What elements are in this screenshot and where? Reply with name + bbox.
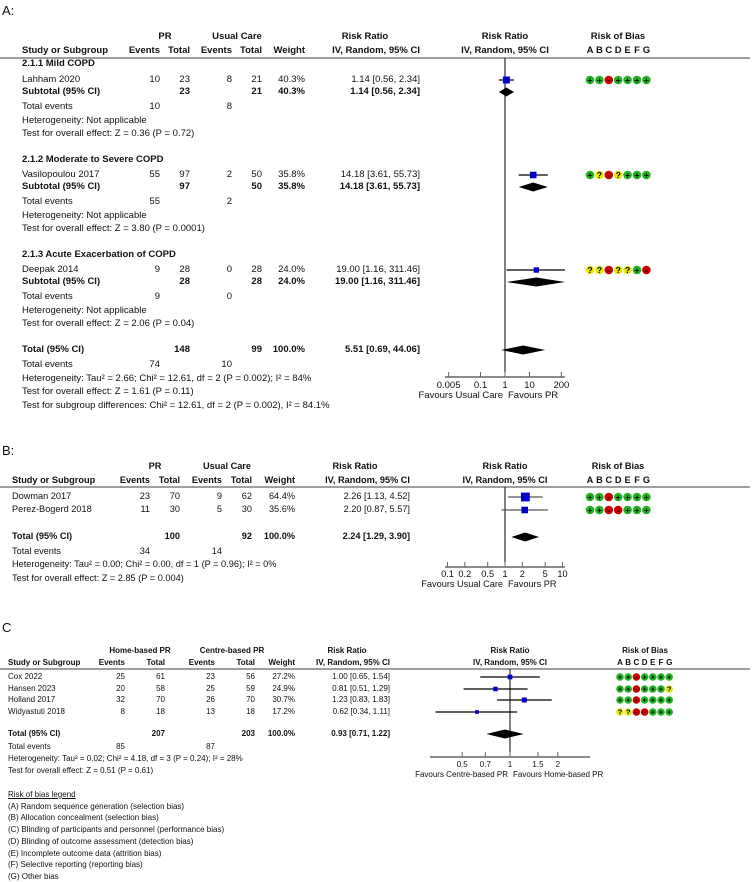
subtotal-risk-ratio: 19.00 [1.16, 311.46]	[334, 276, 420, 288]
heterogeneity: Heterogeneity: Tau² = 0.02; Chi² = 4.18, df = 3 (P = 0.24); I² = 28%	[8, 754, 243, 763]
subtotal-n1: 97	[179, 181, 190, 193]
rob-symbol: +	[625, 170, 631, 181]
study-risk-ratio: 1.14 [0.56, 2.34]	[351, 74, 420, 86]
group1-header: PR	[158, 31, 172, 43]
total-n1: 100	[164, 531, 180, 542]
rob-domain-E: E	[624, 475, 631, 486]
rob-legend-item: (E) Incomplete outcome data (attrition bias)	[8, 848, 162, 858]
study-name: Deepak 2014	[22, 264, 79, 276]
risk-of-bias-header: Risk of Bias	[622, 646, 668, 655]
subtotal-diamond	[519, 183, 548, 192]
study-e2: 23	[206, 672, 215, 681]
study-n2: 21	[251, 74, 262, 86]
favours-right-label: Favours PR	[508, 390, 559, 402]
study-name: Widyastuti 2018	[8, 707, 65, 716]
rob-symbol: -	[607, 75, 611, 86]
group1-total-header: Total	[146, 658, 165, 667]
point-estimate-square	[534, 267, 539, 272]
rob-symbol: +	[634, 492, 640, 503]
overall-effect: Test for overall effect: Z = 2.85 (P = 0.004)	[12, 573, 184, 584]
rob-symbol: +	[596, 75, 602, 86]
subgroup-total-events-label: Total events	[22, 196, 73, 208]
study-n1: 23	[179, 74, 190, 86]
study-name: Perez-Bogerd 2018	[12, 504, 92, 515]
risk-of-bias-header: Risk of Bias	[591, 461, 645, 472]
subtotal-risk-ratio: 14.18 [3.61, 55.73]	[339, 181, 420, 193]
rob-symbol: +	[658, 707, 664, 717]
rob-symbol: +	[615, 75, 621, 86]
point-estimate-square	[475, 710, 479, 714]
rob-domain-A: A	[586, 45, 594, 57]
study-n2: 70	[246, 695, 255, 704]
subtotal-n1: 23	[179, 86, 190, 98]
group2-events-header: Events	[188, 658, 215, 667]
rob-symbol: +	[658, 672, 664, 682]
study-e2: 26	[206, 695, 215, 704]
subgroup-total-events-e1: 55	[149, 196, 160, 208]
subtotal-n2: 28	[251, 276, 262, 288]
study-name: Cox 2022	[8, 672, 43, 681]
group2-header: Centre-based PR	[199, 646, 265, 655]
rob-symbol: +	[643, 492, 649, 503]
overall-effect: Test for overall effect: Z = 0.51 (P = 0.61)	[8, 766, 154, 775]
total-events-e2: 10	[221, 359, 232, 371]
study-weight: 35.8%	[278, 169, 305, 181]
subgroup-overall-effect: Test for overall effect: Z = 2.06 (P = 0.04)	[22, 318, 195, 330]
x-axis-tick-label: 2	[519, 569, 525, 580]
rob-domain-E: E	[650, 658, 656, 667]
group1-header: Home-based PR	[109, 646, 171, 655]
rob-domain-G: G	[666, 658, 673, 667]
x-axis-tick-label: 0.7	[479, 760, 491, 769]
risk-ratio-header: Risk Ratio	[341, 31, 389, 43]
overall-effect: Test for overall effect: Z = 1.61 (P = 0.11)	[22, 386, 194, 398]
panel-label: B:	[2, 442, 15, 458]
rob-symbol: +	[596, 492, 602, 503]
subtotal-label: Subtotal (95% CI)	[22, 181, 101, 193]
study-name: Lahham 2020	[22, 74, 81, 86]
subtotal-diamond	[507, 278, 565, 287]
rob-symbol: +	[625, 492, 631, 503]
rob-symbol: +	[596, 505, 602, 516]
rob-domain-C: C	[633, 658, 640, 667]
rob-symbol: +	[642, 695, 647, 705]
panel-label: A:	[2, 2, 15, 18]
weight-header: Weight	[264, 475, 295, 486]
study-n2: 62	[241, 491, 252, 502]
study-column-header: Study or Subgroup	[22, 45, 109, 57]
total-n1: 207	[151, 729, 165, 738]
subgroup-heterogeneity: Heterogeneity: Not applicable	[22, 305, 147, 317]
total-n2: 92	[241, 531, 252, 542]
favours-left-label: Favours Usual Care	[421, 579, 503, 590]
rob-domain-C: C	[605, 45, 613, 57]
rob-domain-D: D	[614, 45, 622, 57]
subgroup-total-events-e1: 10	[149, 101, 160, 113]
group1-events-header: Events	[119, 475, 150, 486]
study-e1: 32	[116, 695, 125, 704]
subtotal-weight: 24.0%	[278, 276, 305, 288]
rob-domain-C: C	[605, 475, 613, 486]
x-axis-tick-label: 1	[507, 760, 513, 769]
rob-symbol: -	[635, 695, 638, 705]
heterogeneity: Heterogeneity: Tau² = 0.00; Chi² = 0.00, df = 1 (P = 0.96); I² = 0%	[12, 559, 277, 570]
rob-symbol: +	[625, 672, 631, 682]
plot-title: Risk Ratio	[482, 461, 528, 472]
rob-domain-F: F	[634, 45, 640, 57]
point-estimate-square	[530, 172, 537, 179]
study-risk-ratio: 14.18 [3.61, 55.73]	[340, 169, 420, 181]
rr-method-header: IV, Random, 95% CI	[316, 658, 390, 667]
total-risk-ratio: 2.24 [1.29, 3.90]	[342, 531, 410, 542]
rob-symbol: +	[634, 505, 640, 516]
study-n2: 50	[251, 169, 262, 181]
total-events-e1: 34	[139, 546, 150, 557]
rob-symbol: ?	[587, 265, 593, 276]
total-n1: 148	[174, 344, 190, 356]
risk-ratio-header: Risk Ratio	[332, 461, 378, 472]
panel-label: C	[2, 619, 12, 635]
study-n2: 30	[241, 504, 252, 515]
rob-legend-item: (F) Selective reporting (reporting bias)	[8, 860, 143, 870]
rob-symbol: +	[587, 75, 593, 86]
rob-symbol: -	[607, 265, 611, 276]
study-e2: 8	[226, 74, 232, 86]
rob-symbol: +	[634, 75, 640, 86]
subtotal-risk-ratio: 1.14 [0.56, 2.34]	[350, 86, 420, 98]
subgroup-title: 2.1.1 Mild COPD	[22, 58, 95, 70]
rob-symbol: +	[587, 170, 593, 181]
group2-header: Usual Care	[202, 461, 252, 472]
total-risk-ratio: 0.93 [0.71, 1.22]	[331, 729, 390, 738]
study-n1: 18	[156, 707, 165, 716]
rob-symbol: +	[650, 672, 656, 682]
favours-right-label: Favours Home-based PR	[513, 770, 604, 779]
rob-legend-item: (G) Other bias	[8, 871, 59, 881]
rob-domain-A: A	[586, 475, 594, 486]
rob-symbol: +	[617, 695, 623, 705]
rob-symbol: +	[643, 75, 649, 86]
rob-domain-F: F	[658, 658, 664, 667]
study-weight: 17.2%	[272, 707, 295, 716]
group2-total-header: Total	[240, 45, 262, 57]
subtotal-label: Subtotal (95% CI)	[22, 86, 101, 98]
total-risk-ratio: 5.51 [0.69, 44.06]	[345, 344, 420, 356]
rob-symbol: ?	[615, 265, 621, 276]
x-axis-tick-label: 0.1	[441, 569, 454, 580]
total-label: Total (95% CI)	[12, 531, 73, 542]
rr-method-header: IV, Random, 95% CI	[325, 475, 410, 486]
rob-symbol: +	[587, 505, 593, 516]
study-risk-ratio: 2.20 [0.87, 5.57]	[343, 504, 410, 515]
x-axis-tick-label: 1	[502, 569, 508, 580]
study-e2: 13	[206, 707, 215, 716]
study-risk-ratio: 2.26 [1.13, 4.52]	[343, 491, 410, 502]
rob-symbol: +	[625, 684, 631, 694]
favours-right-label: Favours PR	[508, 579, 557, 590]
total-events-label: Total events	[12, 546, 62, 557]
study-n2: 28	[251, 264, 262, 276]
weight-header: Weight	[273, 45, 305, 57]
study-n1: 58	[156, 684, 165, 693]
study-n1: 70	[169, 491, 180, 502]
x-axis-tick-label: 10	[524, 380, 535, 392]
subgroup-title: 2.1.2 Moderate to Severe COPD	[22, 154, 164, 166]
rob-symbol: ?	[666, 684, 672, 694]
rob-domain-A: A	[617, 658, 623, 667]
point-estimate-square	[521, 507, 528, 514]
x-axis-tick-label: 0.5	[456, 760, 468, 769]
rob-symbol: -	[635, 707, 638, 717]
rob-symbol: +	[643, 505, 649, 516]
point-estimate-square	[521, 493, 530, 502]
favours-left-label: Favours Usual Care	[418, 390, 503, 402]
rob-symbol: ?	[596, 170, 603, 181]
total-weight: 100.0%	[272, 344, 305, 356]
subgroup-overall-effect: Test for overall effect: Z = 0.36 (P = 0.72)	[22, 128, 195, 140]
rob-domain-B: B	[625, 658, 632, 667]
rob-symbol: +	[634, 265, 640, 276]
favours-left-label: Favours Centre-based PR	[415, 770, 508, 779]
subgroup-total-events-e2: 8	[226, 101, 232, 113]
study-e1: 10	[149, 74, 160, 86]
rob-symbol: +	[617, 672, 623, 682]
rob-symbol: -	[616, 505, 620, 516]
point-estimate-square	[522, 698, 527, 703]
study-name: Dowman 2017	[12, 491, 72, 502]
study-weight: 30.7%	[272, 695, 295, 704]
rob-symbol: +	[642, 672, 647, 682]
subgroup-total-events-label: Total events	[22, 291, 73, 303]
rob-symbol: -	[644, 265, 648, 276]
subgroup-title: 2.1.3 Acute Exacerbation of COPD	[22, 249, 176, 261]
group2-header: Usual Care	[212, 31, 262, 43]
study-n1: 61	[156, 672, 165, 681]
subtotal-weight: 40.3%	[278, 86, 305, 98]
total-events-e1: 85	[116, 742, 125, 751]
rob-symbol: +	[666, 695, 672, 705]
rob-symbol: +	[650, 707, 656, 717]
total-label: Total (95% CI)	[8, 729, 61, 738]
rob-symbol: ?	[624, 265, 631, 276]
total-events-e2: 14	[211, 546, 222, 557]
study-n1: 97	[179, 169, 190, 181]
rob-symbol: ?	[615, 170, 621, 181]
total-diamond	[486, 730, 523, 739]
rob-symbol: +	[642, 684, 647, 694]
study-e1: 23	[139, 491, 150, 502]
study-weight: 40.3%	[278, 74, 305, 86]
total-diamond	[511, 533, 539, 542]
subtotal-diamond	[499, 88, 514, 97]
rob-symbol: +	[650, 695, 656, 705]
rob-symbol: ?	[617, 707, 623, 717]
rob-symbol: -	[607, 492, 611, 503]
study-weight: 64.4%	[268, 491, 295, 502]
study-e1: 20	[116, 684, 125, 693]
x-axis-tick-label: 200	[553, 380, 570, 392]
study-e1: 8	[120, 707, 125, 716]
rob-domain-E: E	[624, 45, 631, 57]
rob-symbol: +	[625, 75, 631, 86]
rob-legend-item: (D) Blinding of outcome assessment (detection bias)	[8, 836, 194, 846]
rob-domain-F: F	[634, 475, 640, 486]
point-estimate-square	[493, 687, 497, 691]
total-label: Total (95% CI)	[22, 344, 85, 356]
group2-total-header: Total	[236, 658, 255, 667]
plot-method-header: IV, Random, 95% CI	[461, 45, 549, 57]
study-weight: 27.2%	[272, 672, 295, 681]
study-risk-ratio: 19.00 [1.16, 311.46]	[336, 264, 420, 276]
x-axis-tick-label: 0.2	[458, 569, 472, 580]
group1-header: PR	[148, 461, 162, 472]
subtotal-n2: 21	[251, 86, 262, 98]
rob-symbol: +	[634, 170, 640, 181]
study-name: Vasilopoulou 2017	[22, 169, 100, 181]
subtotal-weight: 35.8%	[278, 181, 305, 193]
point-estimate-square	[503, 77, 510, 84]
study-name: Holland 2017	[8, 695, 56, 704]
heterogeneity: Heterogeneity: Tau² = 2.66; Chi² = 12.61, df = 2 (P = 0.002); I² = 84%	[22, 373, 312, 385]
study-e2: 0	[226, 264, 232, 276]
rr-method-header: IV, Random, 95% CI	[332, 45, 420, 57]
rob-symbol: +	[625, 505, 631, 516]
rob-symbol: ?	[596, 265, 603, 276]
rob-legend-title: Risk of bias legend	[8, 790, 76, 799]
rob-symbol: +	[658, 684, 664, 694]
study-n2: 18	[246, 707, 255, 716]
x-axis-tick-label: 1.5	[532, 760, 544, 769]
x-axis-tick-label: 1	[502, 380, 508, 392]
subgroup-heterogeneity: Heterogeneity: Not applicable	[22, 210, 147, 222]
rob-symbol: +	[617, 684, 623, 694]
risk-of-bias-header: Risk of Bias	[590, 31, 646, 43]
rob-legend-item: (A) Random sequence generation (selection bias)	[8, 801, 185, 811]
rob-symbol: +	[643, 170, 649, 181]
study-weight: 35.6%	[268, 504, 295, 515]
total-n2: 99	[251, 344, 262, 356]
subgroup-overall-effect: Test for overall effect: Z = 3.80 (P = 0.0001)	[22, 223, 205, 235]
point-estimate-square	[508, 675, 513, 680]
rob-domain-D: D	[614, 475, 622, 486]
group2-events-header: Events	[191, 475, 222, 486]
study-risk-ratio: 1.00 [0.65, 1.54]	[332, 672, 390, 681]
study-risk-ratio: 0.81 [0.51, 1.29]	[332, 684, 390, 693]
study-e1: 55	[149, 169, 160, 181]
x-axis-tick-label: 10	[557, 569, 568, 580]
study-e1: 9	[154, 264, 160, 276]
rob-symbol: +	[666, 707, 672, 717]
rob-symbol: ?	[625, 707, 631, 717]
study-n2: 59	[246, 684, 255, 693]
study-n1: 70	[156, 695, 165, 704]
subgroup-total-events-e1: 9	[154, 291, 160, 303]
rob-symbol: -	[643, 707, 646, 717]
study-n1: 30	[169, 504, 180, 515]
weight-header: Weight	[268, 658, 295, 667]
rob-symbol: +	[615, 492, 621, 503]
subtotal-n1: 28	[179, 276, 190, 288]
subgroup-total-events-e2: 0	[226, 291, 232, 303]
group2-total-header: Total	[230, 475, 252, 486]
subgroup-differences: Test for subgroup differences: Chi² = 12.61, df = 2 (P = 0.002), I² = 84.1%	[22, 400, 330, 412]
study-e1: 11	[140, 504, 150, 515]
rob-symbol: -	[635, 672, 638, 682]
study-e2: 2	[226, 169, 232, 181]
plot-title: Risk Ratio	[481, 31, 529, 43]
rob-symbol: +	[587, 492, 593, 503]
total-events-e2: 87	[206, 742, 215, 751]
plot-title: Risk Ratio	[490, 646, 530, 655]
subgroup-total-events-e2: 2	[226, 196, 232, 208]
study-name: Hansen 2023	[8, 684, 56, 693]
study-e2: 9	[216, 491, 222, 502]
x-axis-tick-label: 2	[555, 760, 561, 769]
rob-symbol: +	[625, 695, 631, 705]
subgroup-heterogeneity: Heterogeneity: Not applicable	[22, 115, 147, 127]
study-risk-ratio: 0.62 [0.34, 1.11]	[332, 707, 390, 716]
rob-symbol: +	[650, 684, 656, 694]
study-weight: 24.0%	[278, 264, 305, 276]
subgroup-total-events-label: Total events	[22, 101, 73, 113]
rob-legend-item: (B) Allocation concealment (selection bias)	[8, 813, 159, 823]
study-n1: 28	[179, 264, 190, 276]
rob-domain-G: G	[642, 475, 650, 486]
rob-domain-G: G	[642, 45, 651, 57]
total-events-label: Total events	[22, 359, 73, 371]
study-weight: 24.9%	[272, 684, 295, 693]
group1-events-header: Events	[98, 658, 125, 667]
group1-events-header: Events	[128, 45, 160, 57]
total-diamond	[501, 346, 545, 355]
x-axis-tick-label: 0.5	[481, 569, 495, 580]
total-weight: 100.0%	[263, 531, 295, 542]
plot-method-header: IV, Random, 95% CI	[473, 658, 547, 667]
x-axis-tick-label: 5	[542, 569, 548, 580]
subtotal-label: Subtotal (95% CI)	[22, 276, 101, 288]
total-events-e1: 74	[149, 359, 160, 371]
study-e1: 25	[116, 672, 125, 681]
study-e2: 5	[216, 504, 222, 515]
rob-symbol: -	[607, 170, 611, 181]
study-column-header: Study or Subgroup	[8, 658, 81, 667]
study-column-header: Study or Subgroup	[12, 475, 96, 486]
group1-total-header: Total	[168, 45, 190, 57]
total-weight: 100.0%	[267, 729, 295, 738]
rob-symbol: +	[666, 672, 672, 682]
rob-legend-item: (C) Blinding of participants and personnel (performance bias)	[8, 825, 225, 835]
group1-total-header: Total	[158, 475, 180, 486]
total-events-label: Total events	[8, 742, 51, 751]
plot-method-header: IV, Random, 95% CI	[462, 475, 548, 486]
rob-symbol: -	[607, 505, 611, 516]
group2-events-header: Events	[200, 45, 232, 57]
study-e2: 25	[206, 684, 215, 693]
subtotal-n2: 50	[251, 181, 262, 193]
rob-domain-B: B	[595, 45, 603, 57]
rob-symbol: +	[658, 695, 664, 705]
total-n2: 203	[241, 729, 255, 738]
rob-domain-D: D	[641, 658, 648, 667]
study-n2: 56	[246, 672, 255, 681]
study-risk-ratio: 1.23 [0.83, 1.83]	[332, 695, 390, 704]
rob-symbol: -	[635, 684, 638, 694]
rob-domain-B: B	[596, 475, 603, 486]
risk-ratio-header: Risk Ratio	[327, 646, 367, 655]
x-axis-tick-label: 0.005	[436, 380, 461, 392]
x-axis-tick-label: 0.1	[473, 380, 488, 392]
